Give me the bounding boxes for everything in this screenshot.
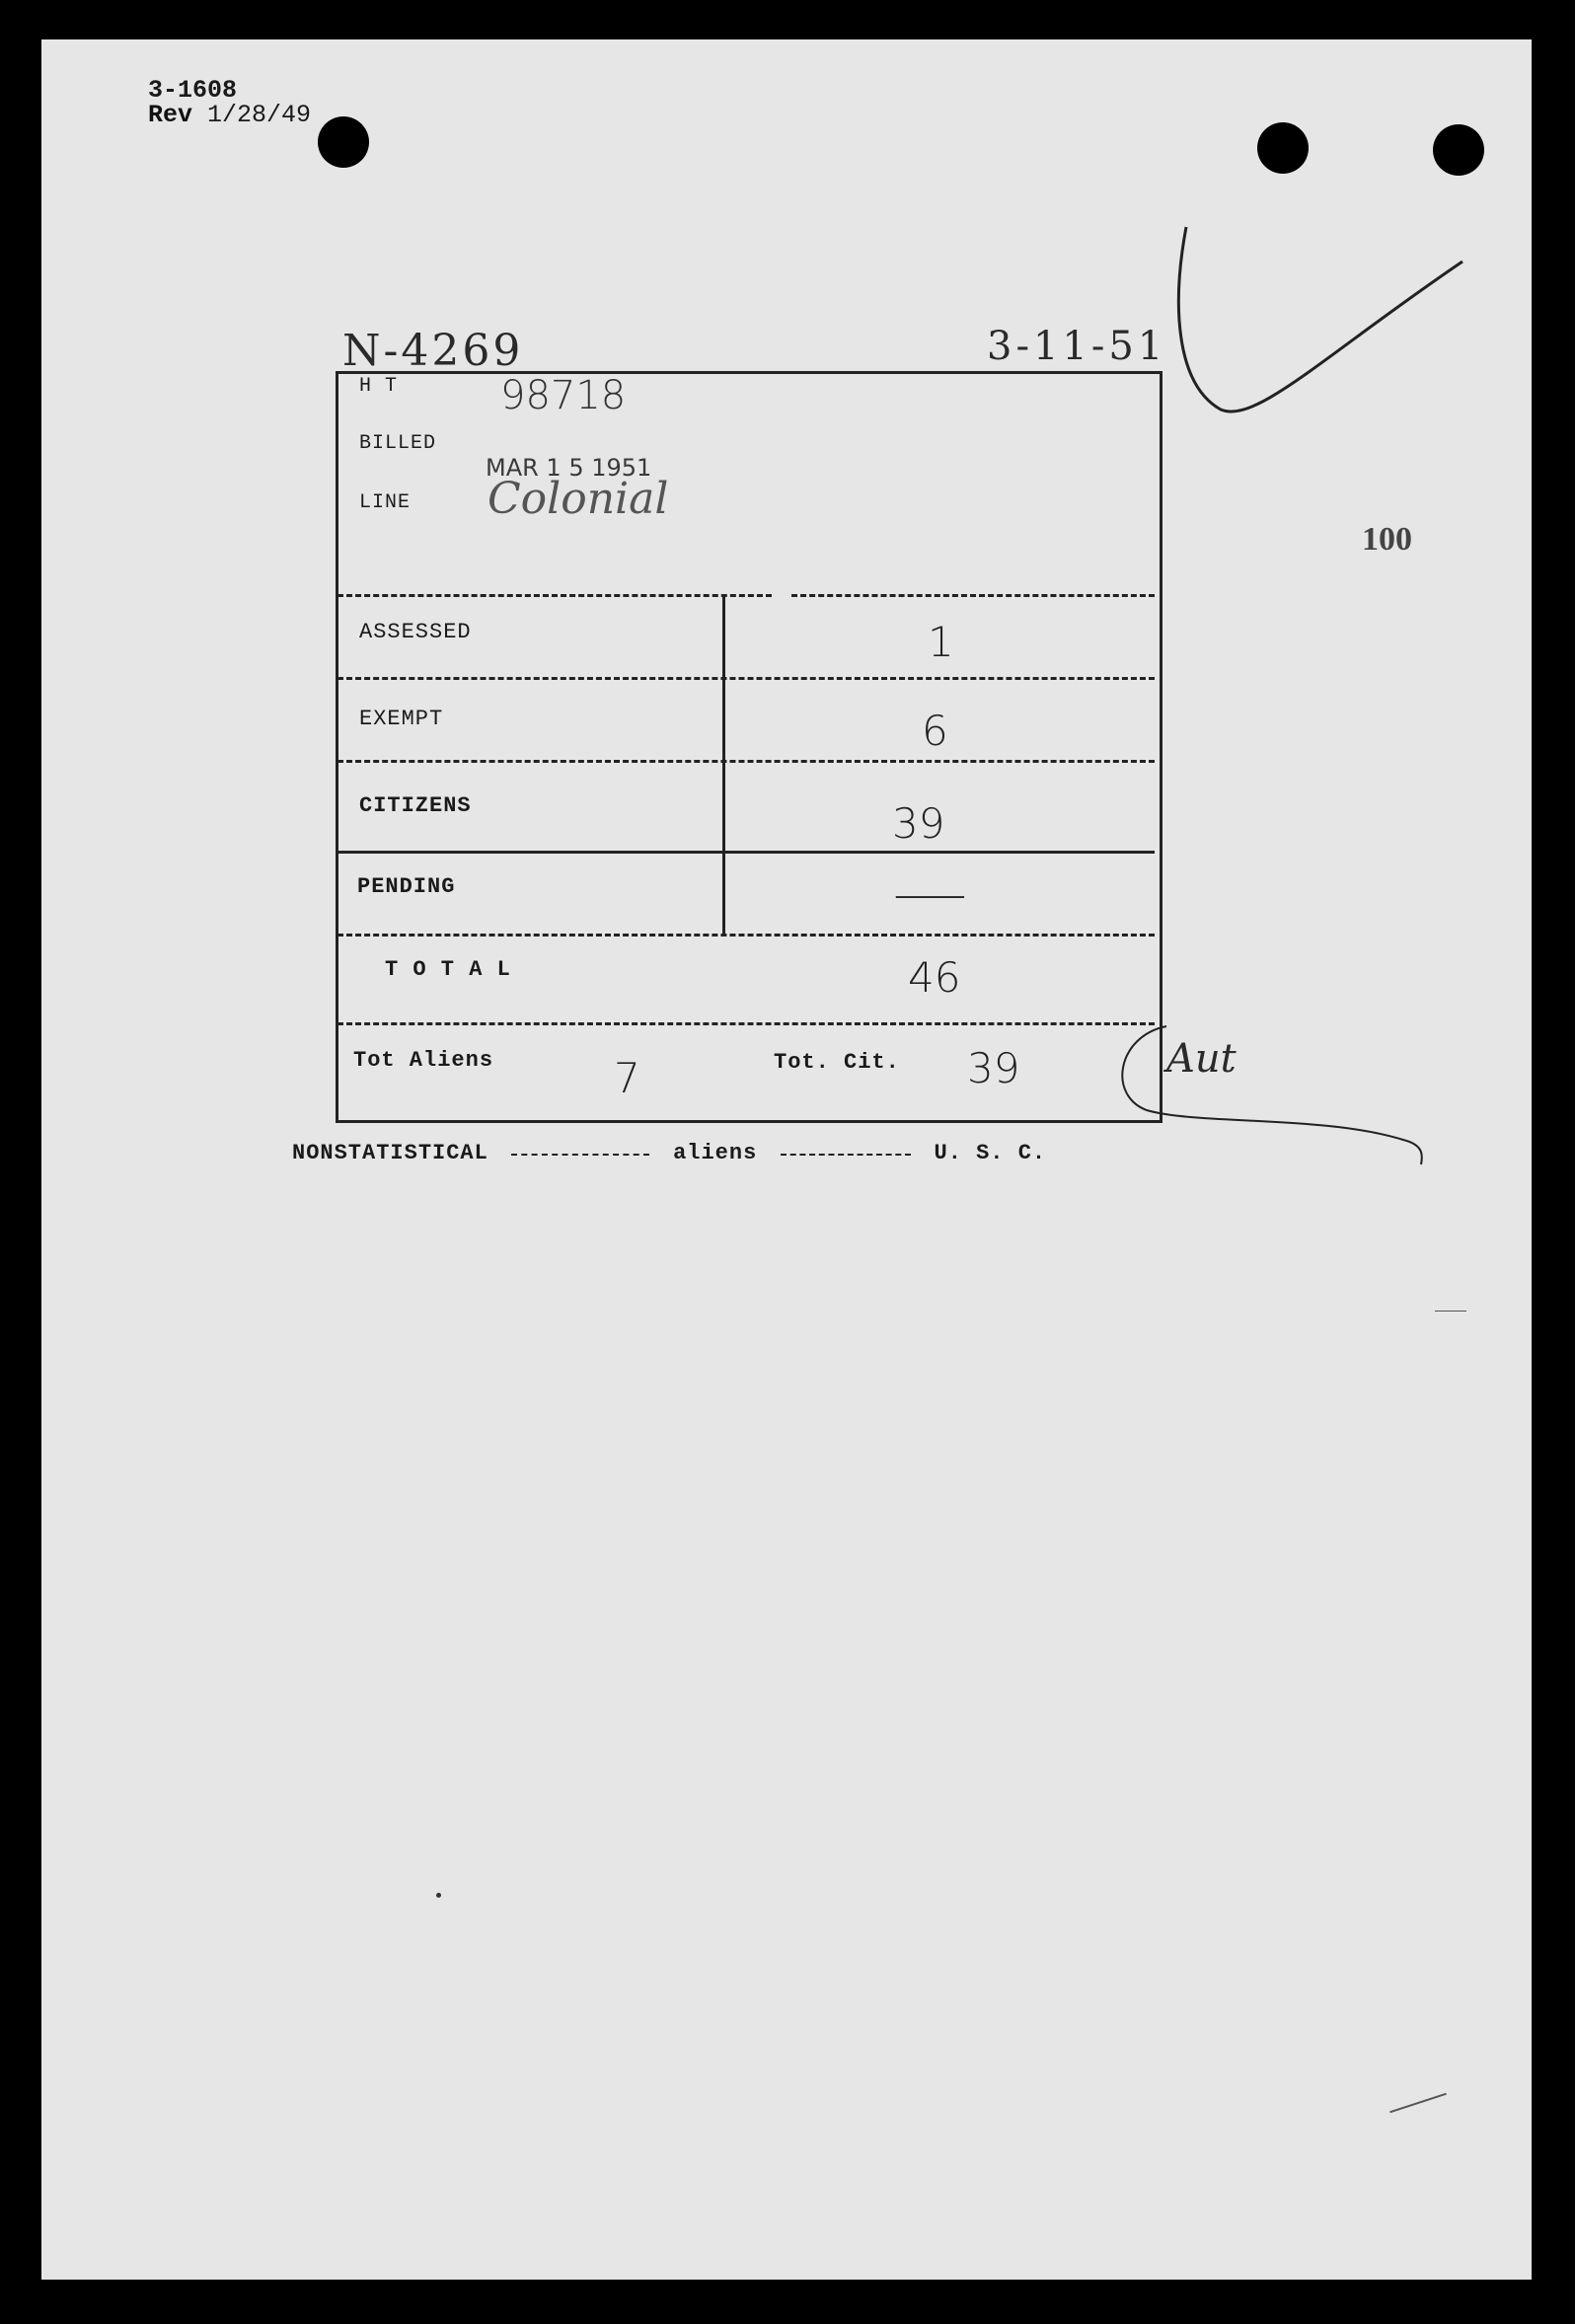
page-number: 100	[1362, 521, 1412, 558]
scan-speck	[436, 1893, 441, 1898]
form-code: 3-1608	[148, 76, 238, 105]
row-label-exempt: EXEMPT	[359, 707, 444, 731]
row-value-exempt: 6	[922, 707, 948, 755]
handwritten-date: 3-11-51	[987, 324, 1167, 369]
header-divider-right	[791, 594, 1155, 597]
column-divider	[722, 594, 725, 934]
check-mark-icon	[1166, 217, 1492, 444]
row-divider-5	[338, 1022, 1155, 1025]
billed-date-stamp: MAR 1 5 1951	[486, 454, 652, 482]
nonstatistical-usc-blank	[781, 1154, 911, 1156]
row-label-pending: PENDING	[357, 874, 456, 899]
nonstatistical-line	[292, 1141, 1046, 1165]
initials: Aut	[1166, 1036, 1237, 1082]
row-value-assessed: 1	[928, 618, 954, 666]
tot-aliens-value: 7	[614, 1054, 640, 1102]
scan-mark-right-2	[1389, 2093, 1447, 2113]
row-divider-3	[338, 851, 1155, 854]
form-revision	[148, 101, 311, 129]
punch-hole-right-1	[1257, 122, 1309, 174]
nonstatistical-aliens-blank	[511, 1154, 649, 1156]
total-value: 46	[908, 953, 961, 1002]
initials-flourish-icon	[1107, 1016, 1443, 1194]
revision-label: Rev	[148, 101, 193, 129]
aliens-label: aliens	[673, 1141, 758, 1165]
header-divider-left	[338, 594, 772, 597]
line-label: LINE	[359, 491, 412, 514]
punch-hole-left	[318, 116, 369, 168]
nonstatistical-label: NONSTATISTICAL	[292, 1141, 488, 1165]
row-value-citizens: 39	[892, 799, 945, 848]
row-divider-1	[338, 677, 1155, 680]
scan-mark-right-1	[1435, 1311, 1466, 1312]
form-box	[336, 371, 1162, 1123]
file-number: N-4269	[342, 326, 524, 376]
row-label-assessed: ASSESSED	[359, 620, 472, 644]
revision-date: 1/28/49	[207, 101, 312, 129]
line-value: Colonial	[488, 474, 669, 524]
punch-hole-right-2	[1433, 124, 1484, 176]
tot-aliens-label: Tot Aliens	[353, 1048, 494, 1073]
row-divider-4	[338, 934, 1155, 937]
total-label: T O T A L	[385, 957, 511, 982]
row-label-citizens: CITIZENS	[359, 793, 472, 818]
tot-cit-value: 39	[967, 1044, 1020, 1092]
row-value-pending: —	[892, 866, 968, 922]
ht-number: 98718	[500, 373, 627, 418]
row-divider-2	[338, 760, 1155, 763]
usc-label: U. S. C.	[934, 1141, 1047, 1165]
ht-label: H T	[359, 375, 399, 398]
billed-label: BILLED	[359, 432, 437, 455]
document-page	[41, 39, 1532, 2280]
tot-cit-label: Tot. Cit.	[774, 1050, 900, 1075]
